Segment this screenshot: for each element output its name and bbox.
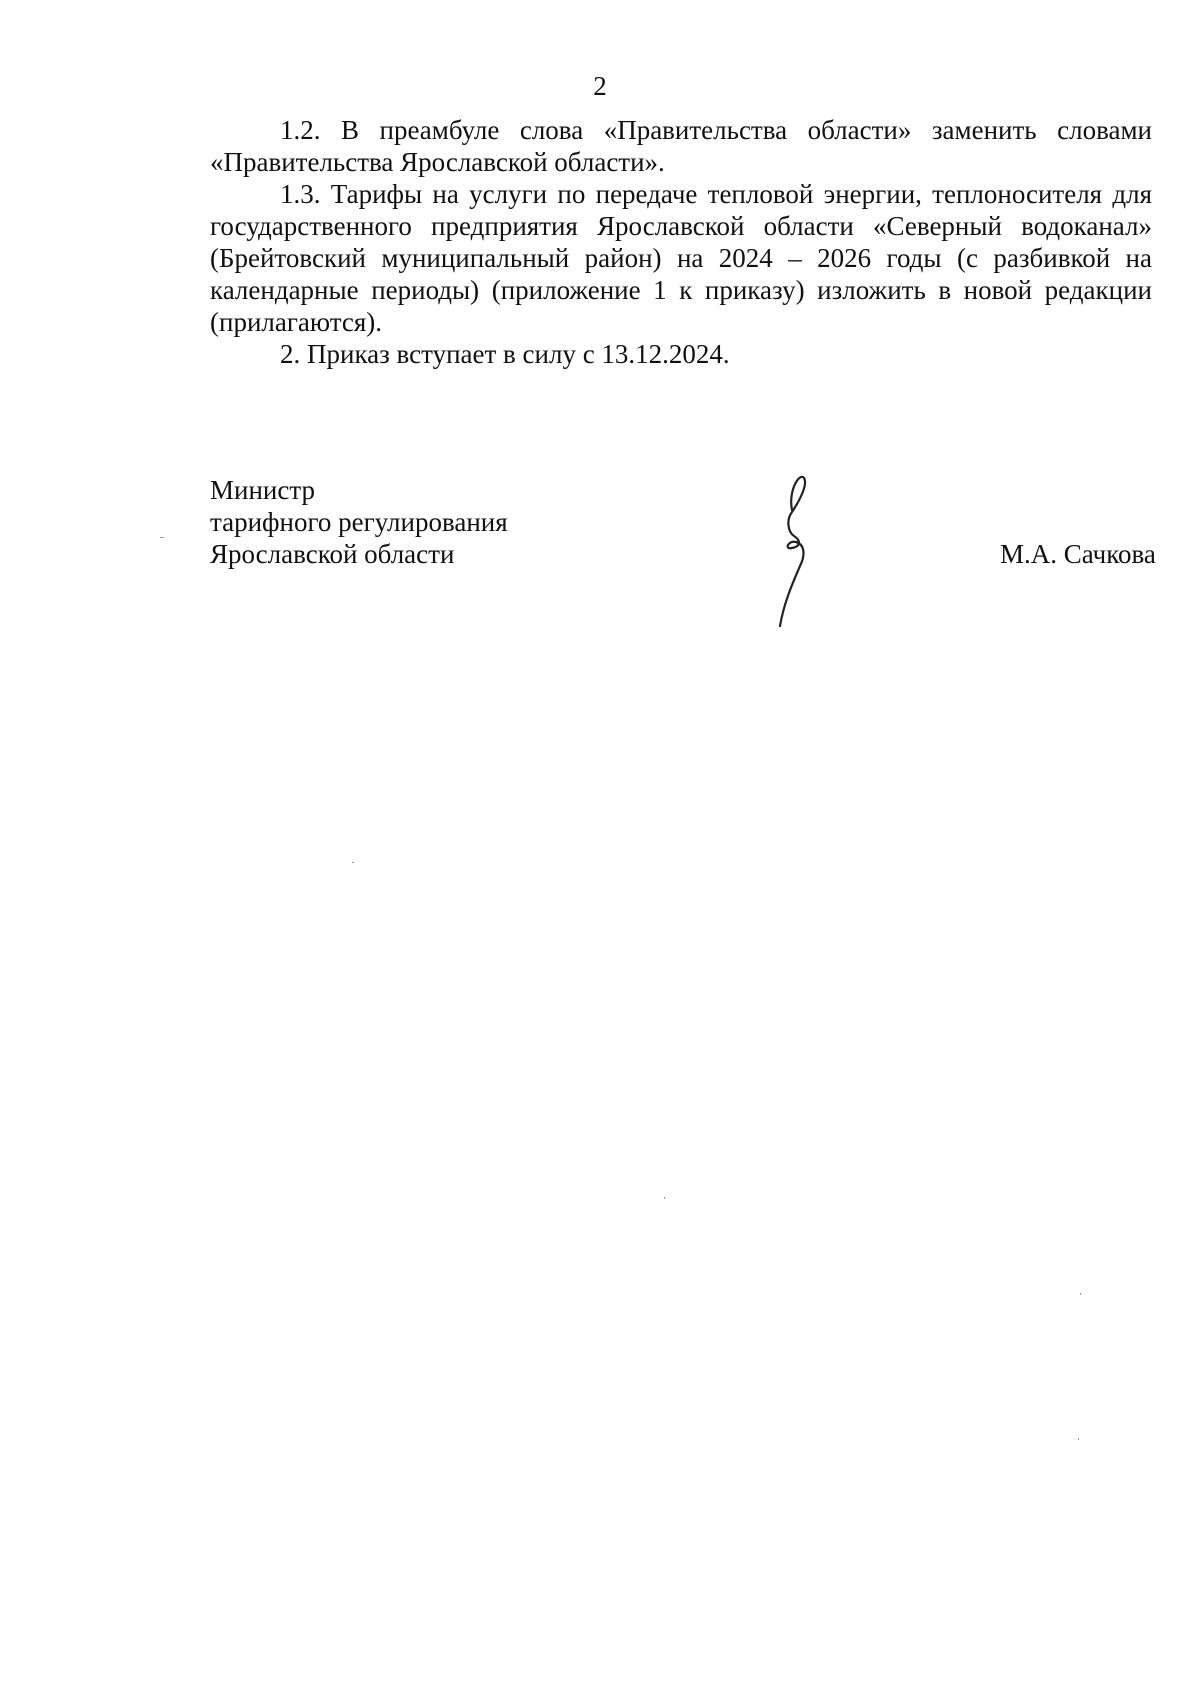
scan-speck — [160, 537, 164, 538]
paragraph-1-3: 1.3. Тарифы на услуги по передаче тепловой энергии, теплоносителя для государственного предприятия Ярославской области «Северный водоканал» (Брейтовский муниципальный район) на 2024 – 2026 годы (с разбивкой на календарные периоды) (приложение 1 к приказу) изложить в новой редакции (прилагаются). — [210, 179, 1152, 337]
scan-speck — [1080, 1293, 1081, 1295]
signer-position — [210, 474, 710, 570]
handwritten-signature-icon — [770, 470, 830, 630]
signer-position-line: тарифного регулирования — [210, 507, 508, 537]
scan-speck — [664, 1197, 665, 1199]
scan-speck — [352, 862, 354, 863]
paragraph-2: 2. Приказ вступает в силу с 13.12.2024. — [280, 339, 730, 369]
scan-speck — [1078, 1438, 1079, 1440]
paragraph-1-2: 1.2. В преамбуле слова «Правительства области» заменить словами «Правительства Ярославской области». — [210, 115, 1152, 177]
document-body — [210, 114, 1152, 370]
signer-name: М.А. Сачкова — [1000, 539, 1156, 569]
signer-position-line: Ярославской области — [210, 539, 455, 569]
page-number: 2 — [593, 71, 607, 101]
signer-position-line: Министр — [210, 475, 315, 505]
